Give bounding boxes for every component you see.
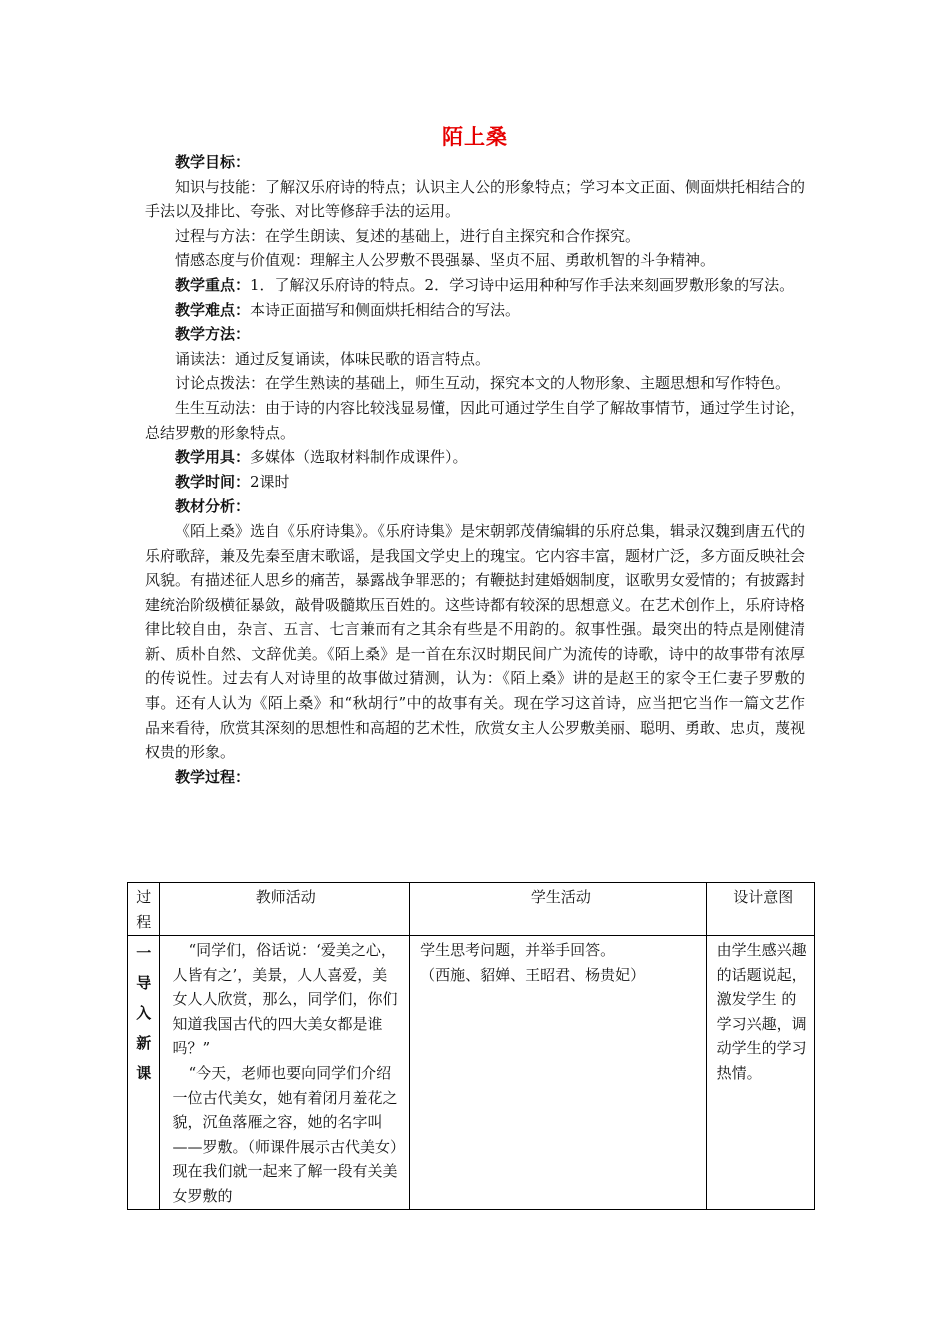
document-title: 陌上桑 [442, 124, 508, 149]
tools [145, 445, 805, 470]
method-recite: 诵读法：通过反复诵读，体味民歌的语言特点。 [175, 349, 491, 368]
teaching-process-table [127, 882, 815, 1210]
time [145, 470, 805, 495]
method-interact: 生生互动法：由于诗的内容比较浅显易懂，因此可通过学生自学了解故事情节，通过学生讨论，总结罗敷的形象特点。 [145, 398, 806, 442]
design-intent-cell: 由学生感兴趣的话题说起，激发学生 的学习兴趣，调动学生的学习热情。 [706, 936, 814, 1210]
difficulty-text: 本诗正面描写和侧面烘托相结合的写法。 [250, 300, 521, 319]
student-activity-line2: （西施、貂婵、王昭君、杨贵妃） [420, 965, 646, 984]
table-header-row [128, 883, 815, 936]
analysis-heading: 教材分析： [175, 497, 251, 516]
key-points [145, 273, 805, 298]
methods-heading: 教学方法： [175, 325, 251, 344]
time-label: 教学时间： [175, 472, 251, 491]
key-points-label: 教学重点： [175, 275, 251, 294]
header-student: 学生活动 [410, 883, 707, 936]
analysis-text: 《陌上桑》选自《乐府诗集》。《乐府诗集》是宋朝郭茂倩编辑的乐府总集，辑录汉魏到唐五代的乐府歌辞，兼及先秦至唐末歌谣，是我国文学史上的瑰宝。它内容丰富，题材广泛，多方面反映社会风貌。有描述征人思乡的痛苦，暴露战争罪恶的；有鞭挞封建婚姻制度，讴歌男女爱情的；有披露封建统治阶级横征暴敛，敲骨吸髓欺压百姓的。这些诗都有较深的思想意义。在艺术创作上，乐府诗格律比较自由，杂言、五言、七言兼而有之其余有些是不用韵的。叙事性强。最突出的特点是刚健清新、质朴自然、文辞优美。《陌上桑》是一首在东汉时期民间广为流传的诗歌，诗中的故事带有浓厚的传说性。过去有人对诗里的故事做过猜测，认为：《陌上桑》讲的是赵王的家令王仁妻子罗敷的事。还有人认为《陌上桑》和“秋胡行”中的故事有关。现在学习这首诗，应当把它当作一篇文艺作品来看待，欣赏其深刻的思想性和高超的艺术性，欣赏女主人公罗敷美丽、聪明、勇敢、忠贞，蔑视权贵的形象。 [145, 521, 806, 762]
tools-text: 多媒体（选取材料制作成课件）。 [250, 448, 468, 467]
difficulty [145, 298, 805, 323]
key-points-text: 1．了解汉乐府诗的特点。2．学习诗中运用种种写作手法来刻画罗敷形象的写法。 [250, 275, 795, 294]
tools-label: 教学用具： [175, 448, 251, 467]
lesson-plan-body [145, 150, 805, 789]
student-activity-line1: 学生思考问题，并举手回答。 [420, 941, 616, 959]
header-intent: 设计意图 [706, 883, 814, 936]
process-heading: 教学过程： [175, 767, 251, 786]
teacher-activity-p1: “同学们，俗话说：‘爱美之心，人皆有之’，美景，人人喜爱，美女人人欣赏，那么，同学们，你们知道我国古代的四大美女都是谁吗？” [172, 941, 398, 1058]
header-teacher: 教师活动 [160, 883, 410, 936]
student-activity-cell [410, 936, 707, 1210]
teacher-activity-cell [160, 936, 410, 1210]
objective-knowledge: 知识与技能：了解汉乐府诗的特点；认识主人公的形象特点；学习本文正面、侧面烘托相结合的手法以及排比、夸张、对比等修辞手法的运用。 [145, 177, 806, 221]
method-discuss: 讨论点拨法：在学生熟读的基础上，师生互动，探究本文的人物形象、主题思想和写作特色。 [175, 374, 791, 393]
stage-cell: 一导入新课 [128, 936, 160, 1210]
time-text: 2课时 [250, 472, 290, 491]
table-row [128, 936, 815, 1210]
header-stage: 过程 [128, 883, 160, 936]
objective-process: 过程与方法：在学生朗读、复述的基础上，进行自主探究和合作探究。 [175, 226, 641, 245]
objective-attitude: 情感态度与价值观：理解主人公罗敷不畏强暴、坚贞不屈、勇敢机智的斗争精神。 [175, 251, 716, 270]
teacher-activity-p2: “今天，老师也要向同学们介绍一位古代美女，她有着闭月羞花之貌，沉鱼落雁之容，她的名字叫——罗敷。（师课件展示古代美女）现在我们就一起来了解一段有关美女罗敷的 [172, 1063, 398, 1205]
difficulty-label: 教学难点： [175, 300, 251, 319]
objectives-heading: 教学目标： [175, 153, 251, 171]
